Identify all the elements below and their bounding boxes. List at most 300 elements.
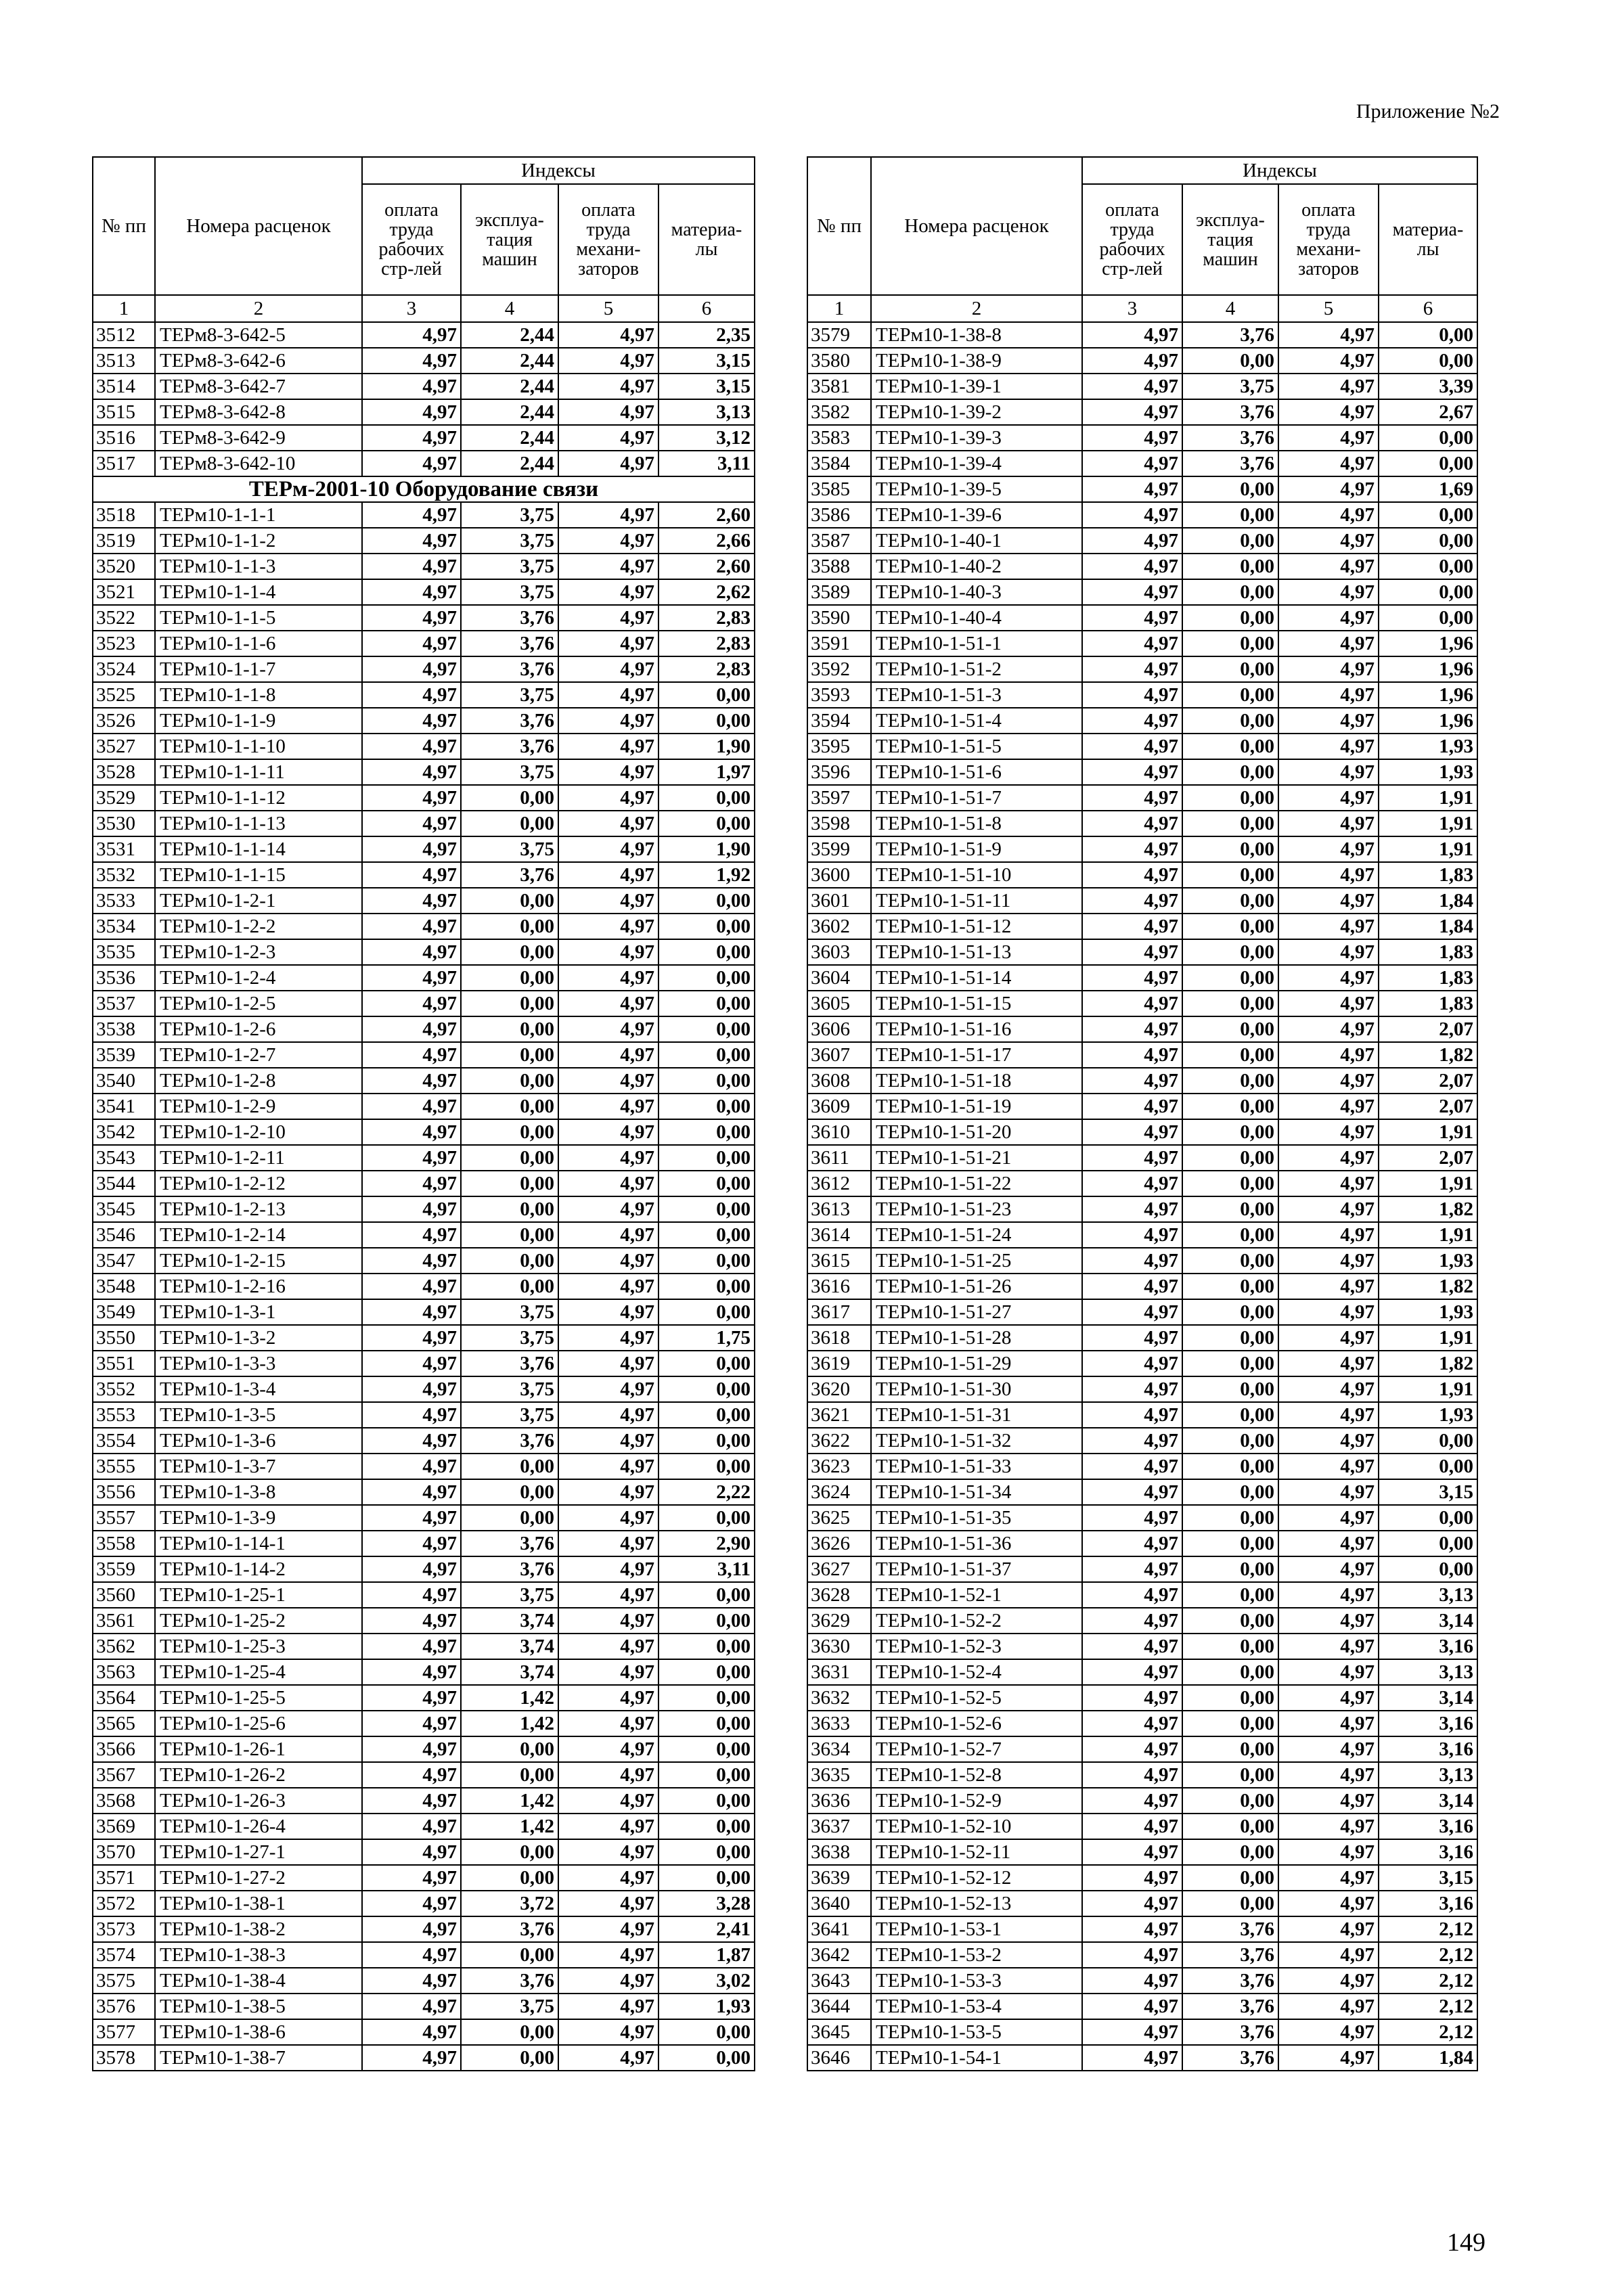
col-code-header: Номера расценок xyxy=(871,157,1082,295)
material-index: 2,66 xyxy=(658,528,755,554)
material-index: 3,28 xyxy=(658,1891,755,1916)
material-index: 0,00 xyxy=(658,1839,755,1865)
labor-index: 4,97 xyxy=(362,1505,461,1531)
rate-code: ТЕРм10-1-51-8 xyxy=(871,811,1082,836)
exploit-index: 0,00 xyxy=(1182,682,1278,708)
material-index: 0,00 xyxy=(1379,425,1477,451)
labor-index: 4,97 xyxy=(1082,399,1182,425)
rate-code: ТЕРм10-1-53-2 xyxy=(871,1942,1082,1968)
mech-index: 4,97 xyxy=(1278,1376,1379,1402)
material-index: 1,91 xyxy=(1379,836,1477,862)
labor-index: 4,97 xyxy=(1082,1531,1182,1556)
row-number: 3529 xyxy=(93,785,155,811)
labor-index: 4,97 xyxy=(362,399,461,425)
exploit-index: 0,00 xyxy=(1182,1325,1278,1351)
row-number: 3548 xyxy=(93,1274,155,1299)
left-table-body xyxy=(93,322,755,2071)
col-index-4: 4 xyxy=(1182,295,1278,322)
rate-code: ТЕРм10-1-40-2 xyxy=(871,554,1082,579)
labor-index: 4,97 xyxy=(362,759,461,785)
labor-index: 4,97 xyxy=(1082,2019,1182,2045)
table-row xyxy=(807,554,1477,579)
material-index: 1,82 xyxy=(1379,1196,1477,1222)
exploit-index: 0,00 xyxy=(1182,1016,1278,1042)
row-number: 3646 xyxy=(807,2045,871,2071)
row-number: 3596 xyxy=(807,759,871,785)
mech-index: 4,97 xyxy=(558,1608,658,1634)
labor-index: 4,97 xyxy=(362,1351,461,1376)
row-number: 3534 xyxy=(93,914,155,939)
table-row xyxy=(807,399,1477,425)
material-index: 0,00 xyxy=(658,1248,755,1274)
row-number: 3564 xyxy=(93,1685,155,1711)
labor-index: 4,97 xyxy=(1082,785,1182,811)
row-number: 3632 xyxy=(807,1685,871,1711)
mech-index: 4,97 xyxy=(1278,1145,1379,1171)
mech-index: 4,97 xyxy=(558,888,658,914)
row-number: 3615 xyxy=(807,1248,871,1274)
labor-index: 4,97 xyxy=(1082,1659,1182,1685)
rate-code: ТЕРм10-1-51-14 xyxy=(871,965,1082,991)
labor-index: 4,97 xyxy=(362,425,461,451)
rate-code: ТЕРм10-1-26-3 xyxy=(155,1788,362,1814)
rate-code: ТЕРм10-1-40-1 xyxy=(871,528,1082,554)
mech-index: 4,97 xyxy=(1278,631,1379,656)
exploit-index: 0,00 xyxy=(1182,1042,1278,1068)
material-index: 1,90 xyxy=(658,836,755,862)
table-row xyxy=(93,605,755,631)
labor-index: 4,97 xyxy=(362,1479,461,1505)
labor-index: 4,97 xyxy=(1082,1736,1182,1762)
rate-code: ТЕРм10-1-38-7 xyxy=(155,2045,362,2071)
material-index: 3,15 xyxy=(658,348,755,374)
table-row xyxy=(93,734,755,759)
table-row xyxy=(93,1736,755,1762)
table-row xyxy=(807,708,1477,734)
mech-index: 4,97 xyxy=(1278,1968,1379,1994)
mech-index: 4,97 xyxy=(558,1556,658,1582)
rate-code: ТЕРм10-1-51-25 xyxy=(871,1248,1082,1274)
table-row xyxy=(93,1351,755,1376)
labor-index: 4,97 xyxy=(362,1865,461,1891)
material-index: 3,16 xyxy=(1379,1891,1477,1916)
row-number: 3621 xyxy=(807,1402,871,1428)
exploit-index: 0,00 xyxy=(461,1248,558,1274)
exploit-index: 3,76 xyxy=(461,734,558,759)
labor-index: 4,97 xyxy=(1082,1711,1182,1736)
rate-code: ТЕРм10-1-1-8 xyxy=(155,682,362,708)
row-number: 3578 xyxy=(93,2045,155,2071)
row-number: 3552 xyxy=(93,1376,155,1402)
exploit-index: 3,75 xyxy=(461,1299,558,1325)
rate-code: ТЕРм10-1-3-6 xyxy=(155,1428,362,1454)
exploit-index: 3,76 xyxy=(461,656,558,682)
exploit-index: 0,00 xyxy=(461,991,558,1016)
mech-index: 4,97 xyxy=(558,1711,658,1736)
rate-code: ТЕРм10-1-3-3 xyxy=(155,1351,362,1376)
table-row xyxy=(807,1402,1477,1428)
row-number: 3619 xyxy=(807,1351,871,1376)
rate-code: ТЕРм10-1-1-9 xyxy=(155,708,362,734)
row-number: 3613 xyxy=(807,1196,871,1222)
rate-code: ТЕРм10-1-51-7 xyxy=(871,785,1082,811)
exploit-index: 0,00 xyxy=(461,1942,558,1968)
row-number: 3526 xyxy=(93,708,155,734)
table-row xyxy=(93,1968,755,1994)
material-index: 0,00 xyxy=(658,1094,755,1119)
table-row xyxy=(807,1531,1477,1556)
row-number: 3557 xyxy=(93,1505,155,1531)
material-index: 0,00 xyxy=(658,1608,755,1634)
row-number: 3569 xyxy=(93,1814,155,1839)
exploit-index: 0,00 xyxy=(1182,1196,1278,1222)
material-index: 1,82 xyxy=(1379,1042,1477,1068)
col-index-4: 4 xyxy=(461,295,558,322)
rate-code: ТЕРм10-1-2-11 xyxy=(155,1145,362,1171)
labor-index: 4,97 xyxy=(362,605,461,631)
row-number: 3640 xyxy=(807,1891,871,1916)
rate-code: ТЕРм10-1-27-1 xyxy=(155,1839,362,1865)
row-number: 3616 xyxy=(807,1274,871,1299)
material-index: 3,14 xyxy=(1379,1685,1477,1711)
material-index: 0,00 xyxy=(658,1865,755,1891)
material-index: 1,91 xyxy=(1379,811,1477,836)
labor-index: 4,97 xyxy=(362,528,461,554)
table-row xyxy=(93,1479,755,1505)
labor-index: 4,97 xyxy=(1082,631,1182,656)
exploit-index: 0,00 xyxy=(1182,914,1278,939)
material-index: 1,93 xyxy=(1379,734,1477,759)
row-number: 3631 xyxy=(807,1659,871,1685)
mech-index: 4,97 xyxy=(1278,399,1379,425)
right-table-body xyxy=(807,322,1477,2071)
exploit-index: 0,00 xyxy=(1182,1351,1278,1376)
exploit-index: 3,76 xyxy=(1182,322,1278,348)
exploit-index: 0,00 xyxy=(1182,1865,1278,1891)
mech-index: 4,97 xyxy=(1278,1711,1379,1736)
mech-index: 4,97 xyxy=(1278,1402,1379,1428)
rate-code: ТЕРм10-1-51-20 xyxy=(871,1119,1082,1145)
labor-index: 4,97 xyxy=(1082,836,1182,862)
mech-index: 4,97 xyxy=(1278,708,1379,734)
col-labor-header: оплата труда рабочих стр-лей xyxy=(1082,184,1182,295)
mech-index: 4,97 xyxy=(558,991,658,1016)
material-index: 0,00 xyxy=(1379,605,1477,631)
material-index: 0,00 xyxy=(658,1068,755,1094)
rate-code: ТЕРм10-1-51-1 xyxy=(871,631,1082,656)
rate-code: ТЕРм10-1-2-8 xyxy=(155,1068,362,1094)
mech-index: 4,97 xyxy=(558,1376,658,1402)
exploit-index: 3,76 xyxy=(1182,425,1278,451)
row-number: 3515 xyxy=(93,399,155,425)
mech-index: 4,97 xyxy=(558,1454,658,1479)
material-index: 2,60 xyxy=(658,554,755,579)
material-index: 1,84 xyxy=(1379,888,1477,914)
material-index: 0,00 xyxy=(658,1016,755,1042)
exploit-index: 0,00 xyxy=(1182,1814,1278,1839)
labor-index: 4,97 xyxy=(362,1659,461,1685)
exploit-index: 3,76 xyxy=(1182,451,1278,476)
mech-index: 4,97 xyxy=(558,785,658,811)
labor-index: 4,97 xyxy=(362,682,461,708)
table-row xyxy=(807,1325,1477,1351)
col-index-6: 6 xyxy=(658,295,755,322)
exploit-index: 0,00 xyxy=(461,965,558,991)
labor-index: 4,97 xyxy=(1082,734,1182,759)
mech-index: 4,97 xyxy=(1278,2045,1379,2071)
rate-code: ТЕРм10-1-2-4 xyxy=(155,965,362,991)
labor-index: 4,97 xyxy=(1082,1016,1182,1042)
exploit-index: 0,00 xyxy=(1182,734,1278,759)
material-index: 3,02 xyxy=(658,1968,755,1994)
exploit-index: 0,00 xyxy=(1182,759,1278,785)
row-number: 3625 xyxy=(807,1505,871,1531)
rate-code: ТЕРм10-1-14-2 xyxy=(155,1556,362,1582)
mech-index: 4,97 xyxy=(558,348,658,374)
table-row xyxy=(93,836,755,862)
rate-code: ТЕРм10-1-51-24 xyxy=(871,1222,1082,1248)
labor-index: 4,97 xyxy=(362,1094,461,1119)
rate-code: ТЕРм10-1-52-2 xyxy=(871,1608,1082,1634)
labor-index: 4,97 xyxy=(362,1531,461,1556)
table-row xyxy=(93,1762,755,1788)
exploit-index: 0,00 xyxy=(461,1762,558,1788)
material-index: 2,12 xyxy=(1379,1942,1477,1968)
table-row xyxy=(93,1608,755,1634)
material-index: 0,00 xyxy=(658,1119,755,1145)
mech-index: 4,97 xyxy=(1278,1428,1379,1454)
material-index: 1,91 xyxy=(1379,785,1477,811)
material-index: 1,83 xyxy=(1379,862,1477,888)
mech-index: 4,97 xyxy=(1278,451,1379,476)
exploit-index: 3,74 xyxy=(461,1634,558,1659)
mech-index: 4,97 xyxy=(558,502,658,528)
material-index: 1,93 xyxy=(1379,759,1477,785)
row-number: 3559 xyxy=(93,1556,155,1582)
labor-index: 4,97 xyxy=(362,734,461,759)
col-index-5: 5 xyxy=(1278,295,1379,322)
table-row xyxy=(807,348,1477,374)
rate-code: ТЕРм10-1-39-3 xyxy=(871,425,1082,451)
exploit-index: 0,00 xyxy=(461,811,558,836)
table-row xyxy=(807,1556,1477,1582)
table-row xyxy=(807,991,1477,1016)
index-table-left xyxy=(92,156,755,2071)
exploit-index: 3,76 xyxy=(461,631,558,656)
exploit-index: 0,00 xyxy=(1182,939,1278,965)
row-number: 3556 xyxy=(93,1479,155,1505)
exploit-index: 3,76 xyxy=(461,1968,558,1994)
row-number: 3598 xyxy=(807,811,871,836)
mech-index: 4,97 xyxy=(1278,785,1379,811)
labor-index: 4,97 xyxy=(362,1916,461,1942)
labor-index: 4,97 xyxy=(1082,451,1182,476)
row-number: 3570 xyxy=(93,1839,155,1865)
material-index: 1,93 xyxy=(658,1994,755,2019)
row-number: 3524 xyxy=(93,656,155,682)
exploit-index: 0,00 xyxy=(1182,605,1278,631)
exploit-index: 0,00 xyxy=(1182,1762,1278,1788)
labor-index: 4,97 xyxy=(362,862,461,888)
table-row xyxy=(807,1865,1477,1891)
material-index: 2,83 xyxy=(658,656,755,682)
exploit-index: 0,00 xyxy=(1182,991,1278,1016)
col-index-3: 3 xyxy=(362,295,461,322)
row-number: 3516 xyxy=(93,425,155,451)
exploit-index: 0,00 xyxy=(461,1042,558,1068)
material-index: 0,00 xyxy=(658,1634,755,1659)
mech-index: 4,97 xyxy=(1278,1736,1379,1762)
material-index: 0,00 xyxy=(658,811,755,836)
exploit-index: 3,75 xyxy=(461,528,558,554)
table-row xyxy=(93,759,755,785)
rate-code: ТЕРм10-1-3-5 xyxy=(155,1402,362,1428)
material-index: 0,00 xyxy=(658,1814,755,1839)
labor-index: 4,97 xyxy=(1082,425,1182,451)
exploit-index: 0,00 xyxy=(1182,785,1278,811)
labor-index: 4,97 xyxy=(362,1788,461,1814)
labor-index: 4,97 xyxy=(362,1582,461,1608)
exploit-index: 0,00 xyxy=(1182,1505,1278,1531)
labor-index: 4,97 xyxy=(1082,502,1182,528)
rate-code: ТЕРм10-1-2-7 xyxy=(155,1042,362,1068)
table-row xyxy=(93,914,755,939)
row-number: 3605 xyxy=(807,991,871,1016)
col-number-header: № пп xyxy=(807,157,871,295)
material-index: 0,00 xyxy=(1379,502,1477,528)
exploit-index: 0,00 xyxy=(461,1171,558,1196)
labor-index: 4,97 xyxy=(362,631,461,656)
rate-code: ТЕРм10-1-38-1 xyxy=(155,1891,362,1916)
table-row xyxy=(93,656,755,682)
labor-index: 4,97 xyxy=(362,1016,461,1042)
row-number: 3585 xyxy=(807,476,871,502)
exploit-index: 3,75 xyxy=(461,1582,558,1608)
rate-code: ТЕРм10-1-51-27 xyxy=(871,1299,1082,1325)
rate-code: ТЕРм10-1-51-16 xyxy=(871,1016,1082,1042)
row-number: 3539 xyxy=(93,1042,155,1068)
mech-index: 4,97 xyxy=(558,1196,658,1222)
row-number: 3518 xyxy=(93,502,155,528)
material-index: 1,69 xyxy=(1379,476,1477,502)
exploit-index: 0,00 xyxy=(1182,1685,1278,1711)
rate-code: ТЕРм10-1-51-10 xyxy=(871,862,1082,888)
mech-index: 4,97 xyxy=(558,1299,658,1325)
table-row xyxy=(93,862,755,888)
row-number: 3601 xyxy=(807,888,871,914)
row-number: 3641 xyxy=(807,1916,871,1942)
row-number: 3541 xyxy=(93,1094,155,1119)
material-index: 1,83 xyxy=(1379,965,1477,991)
row-number: 3574 xyxy=(93,1942,155,1968)
row-number: 3522 xyxy=(93,605,155,631)
material-index: 3,13 xyxy=(1379,1582,1477,1608)
table-row xyxy=(807,1916,1477,1942)
exploit-index: 3,76 xyxy=(461,708,558,734)
col-index-6: 6 xyxy=(1379,295,1477,322)
col-index-5: 5 xyxy=(558,295,658,322)
labor-index: 4,97 xyxy=(362,914,461,939)
rate-code: ТЕРм10-1-25-2 xyxy=(155,1608,362,1634)
labor-index: 4,97 xyxy=(1082,1428,1182,1454)
row-number: 3597 xyxy=(807,785,871,811)
row-number: 3618 xyxy=(807,1325,871,1351)
table-row xyxy=(93,1685,755,1711)
mech-index: 4,97 xyxy=(1278,1351,1379,1376)
row-number: 3535 xyxy=(93,939,155,965)
table-row xyxy=(807,811,1477,836)
material-index: 0,00 xyxy=(658,1376,755,1402)
row-number: 3568 xyxy=(93,1788,155,1814)
mech-index: 4,97 xyxy=(1278,862,1379,888)
table-row xyxy=(807,605,1477,631)
col-index-3: 3 xyxy=(1082,295,1182,322)
material-index: 3,11 xyxy=(658,1556,755,1582)
exploit-index: 0,00 xyxy=(461,1068,558,1094)
exploit-index: 3,72 xyxy=(461,1891,558,1916)
mech-index: 4,97 xyxy=(1278,1505,1379,1531)
labor-index: 4,97 xyxy=(1082,554,1182,579)
rate-code: ТЕРм10-1-51-37 xyxy=(871,1556,1082,1582)
labor-index: 4,97 xyxy=(362,1608,461,1634)
table-row xyxy=(807,1711,1477,1736)
row-number: 3519 xyxy=(93,528,155,554)
mech-index: 4,97 xyxy=(1278,1042,1379,1068)
labor-index: 4,97 xyxy=(1082,1556,1182,1582)
table-row xyxy=(93,1659,755,1685)
row-number: 3512 xyxy=(93,322,155,348)
labor-index: 4,97 xyxy=(362,348,461,374)
rate-code: ТЕРм10-1-40-4 xyxy=(871,605,1082,631)
exploit-index: 0,00 xyxy=(461,1094,558,1119)
material-index: 1,75 xyxy=(658,1325,755,1351)
row-number: 3599 xyxy=(807,836,871,862)
row-number: 3622 xyxy=(807,1428,871,1454)
exploit-index: 3,75 xyxy=(461,759,558,785)
row-number: 3525 xyxy=(93,682,155,708)
exploit-index: 0,00 xyxy=(461,1274,558,1299)
mech-index: 4,97 xyxy=(1278,1762,1379,1788)
table-row xyxy=(807,502,1477,528)
material-index: 0,00 xyxy=(658,1299,755,1325)
rate-code: ТЕРм10-1-51-29 xyxy=(871,1351,1082,1376)
table-row xyxy=(93,1994,755,2019)
rate-code: ТЕРм10-1-1-6 xyxy=(155,631,362,656)
col-mat-header: материа-лы xyxy=(658,184,755,295)
row-number: 3536 xyxy=(93,965,155,991)
table-row xyxy=(807,1351,1477,1376)
rate-code: ТЕРм10-1-1-12 xyxy=(155,785,362,811)
exploit-index: 0,00 xyxy=(1182,631,1278,656)
row-number: 3565 xyxy=(93,1711,155,1736)
rate-code: ТЕРм10-1-3-2 xyxy=(155,1325,362,1351)
table-row xyxy=(807,1839,1477,1865)
material-index: 2,07 xyxy=(1379,1094,1477,1119)
table-row xyxy=(807,631,1477,656)
material-index: 1,93 xyxy=(1379,1402,1477,1428)
exploit-index: 3,76 xyxy=(1182,1916,1278,1942)
material-index: 2,07 xyxy=(1379,1016,1477,1042)
rate-code: ТЕРм10-1-2-16 xyxy=(155,1274,362,1299)
row-number: 3630 xyxy=(807,1634,871,1659)
labor-index: 4,97 xyxy=(1082,1762,1182,1788)
row-number: 3587 xyxy=(807,528,871,554)
table-row xyxy=(807,451,1477,476)
rate-code: ТЕРм10-1-2-14 xyxy=(155,1222,362,1248)
row-number: 3617 xyxy=(807,1299,871,1325)
exploit-index: 3,76 xyxy=(461,1556,558,1582)
col-mech-header: оплата труда механи-заторов xyxy=(1278,184,1379,295)
